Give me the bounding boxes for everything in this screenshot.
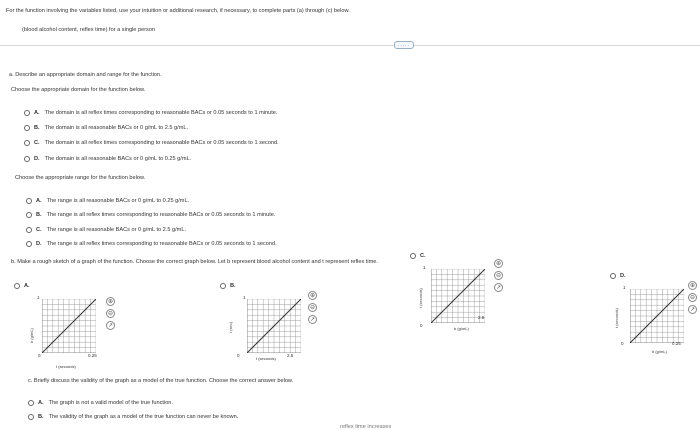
expand-button[interactable]: ..... — [394, 41, 414, 49]
domain-prompt: Choose the appropriate domain for the function below. — [11, 87, 146, 93]
divider — [0, 45, 700, 46]
y-axis-label: t (seconds) — [614, 308, 619, 328]
range-option-a[interactable]: A. The range is all reasonable BACs or 0 g/mL to 0.25 g/mL. — [26, 198, 189, 204]
radio-button[interactable] — [26, 212, 32, 218]
validity-option-a[interactable]: A. The graph is not a valid model of the true function. — [28, 400, 173, 406]
zoom-in-icon[interactable]: ⊕ — [689, 283, 696, 289]
graph-option-b[interactable]: B. — [220, 283, 241, 289]
popout-icon[interactable]: ↗ — [495, 285, 502, 291]
y-axis-label: b (g/mL) — [29, 328, 34, 343]
y-max-label: 1 — [243, 295, 246, 300]
graph-plot — [247, 299, 301, 353]
graph-plot — [42, 299, 96, 353]
radio-button[interactable] — [28, 400, 34, 406]
part-c-title: c. Briefly discuss the validity of the graph as a model of the true function. Choose the correct answer below. — [28, 378, 294, 384]
graph-option-a[interactable]: A. — [14, 283, 35, 289]
graph-b — [222, 293, 332, 378]
x-max-label: 2.5 — [478, 315, 485, 320]
y-axis-label: t (sec) — [228, 321, 233, 333]
variables-text: (blood alcohol content, reflex time) for a single person — [22, 27, 156, 33]
popout-icon[interactable]: ↗ — [309, 317, 316, 323]
domain-option-a[interactable]: A. The domain is all reflex times corresponding to reasonable BACs or 0.05 seconds to 1 minute. — [24, 110, 277, 116]
graph-option-c[interactable]: C. — [410, 253, 431, 259]
zoom-in-icon[interactable]: ⊕ — [309, 293, 316, 299]
graph-c — [410, 263, 520, 348]
origin-label: 0 — [38, 353, 41, 358]
zoom-out-icon[interactable]: ⊖ — [495, 273, 502, 279]
graph-plot — [431, 269, 485, 323]
radio-button[interactable] — [26, 227, 32, 233]
y-max-label: 1 — [623, 285, 626, 290]
y-max-label: 1 — [37, 295, 40, 300]
radio-button[interactable] — [24, 125, 30, 131]
x-axis-label: t (seconds) — [256, 356, 276, 361]
origin-label: 0 — [237, 353, 240, 358]
graph-option-d[interactable]: D. — [610, 273, 631, 279]
zoom-in-icon[interactable]: ⊕ — [495, 261, 502, 267]
popout-icon[interactable]: ↗ — [107, 323, 114, 329]
zoom-out-icon[interactable]: ⊖ — [309, 305, 316, 311]
graph-plot — [630, 289, 684, 343]
radio-button[interactable] — [610, 273, 616, 279]
instruction-text: For the function involving the variables listed, use your intuition or additional research, if necessary, to complete parts (a) through (c) below. — [6, 8, 350, 14]
range-prompt: Choose the appropriate range for the function below. — [15, 175, 146, 181]
range-option-d[interactable]: D. The range is all reflex times corresponding to reasonable BACs or 0.05 seconds to 1 second. — [26, 241, 277, 247]
origin-label: 0 — [420, 323, 423, 328]
part-a-title: a. Describe an appropriate domain and range for the function. — [9, 72, 162, 78]
y-max-label: 1 — [423, 265, 426, 270]
popout-icon[interactable]: ↗ — [689, 307, 696, 313]
x-max-label: 2.5 — [287, 353, 294, 358]
radio-button[interactable] — [410, 253, 416, 259]
x-axis-label: b (g/mL) — [652, 349, 667, 354]
range-option-b[interactable]: B. The range is all reflex times corresponding to reasonable BACs or 0.05 seconds to 1 minute. — [26, 212, 275, 218]
zoom-out-icon[interactable]: ⊖ — [689, 295, 696, 301]
domain-option-d[interactable]: D. The domain is all reasonable BACs or 0 g/mL to 0.25 g/mL. — [24, 156, 191, 162]
radio-button[interactable] — [24, 110, 30, 116]
radio-button[interactable] — [14, 283, 20, 289]
x-max-label: 0.25 — [672, 341, 681, 346]
zoom-out-icon[interactable]: ⊖ — [107, 311, 114, 317]
radio-button[interactable] — [26, 241, 32, 247]
y-axis-label: t (seconds) — [418, 288, 423, 308]
range-option-c[interactable]: C. The range is all reasonable BACs or 0 g/mL to 2.5 g/mL. — [26, 227, 186, 233]
origin-label: 0 — [621, 341, 624, 346]
domain-option-c[interactable]: C. The domain is all reflex times corresponding to reasonable BACs or 0.05 seconds to 1 second. — [24, 140, 279, 146]
zoom-in-icon[interactable]: ⊕ — [107, 299, 114, 305]
radio-button[interactable] — [24, 140, 30, 146]
graph-a — [20, 293, 130, 378]
radio-button[interactable] — [28, 414, 34, 420]
radio-button[interactable] — [26, 198, 32, 204]
radio-button[interactable] — [24, 156, 30, 162]
x-axis-label: b (g/mL) — [454, 326, 469, 331]
validity-option-b[interactable]: B. The validity of the graph as a model of the true function can never be known. — [28, 414, 238, 420]
domain-option-b[interactable]: B. The domain is all reasonable BACs or 0 g/mL to 2.5 g/mL. — [24, 125, 188, 131]
radio-button[interactable] — [220, 283, 226, 289]
graph-d — [608, 283, 700, 368]
x-axis-label: t (seconds) — [56, 364, 76, 369]
x-max-label: 0.25 — [88, 353, 97, 358]
part-b-title: b. Make a rough sketch of a graph of the function. Choose the correct graph below. Let b represent blood alcohol content and t represent reflex time. — [11, 259, 378, 265]
cutoff-text: reflex time increases — [340, 424, 392, 430]
